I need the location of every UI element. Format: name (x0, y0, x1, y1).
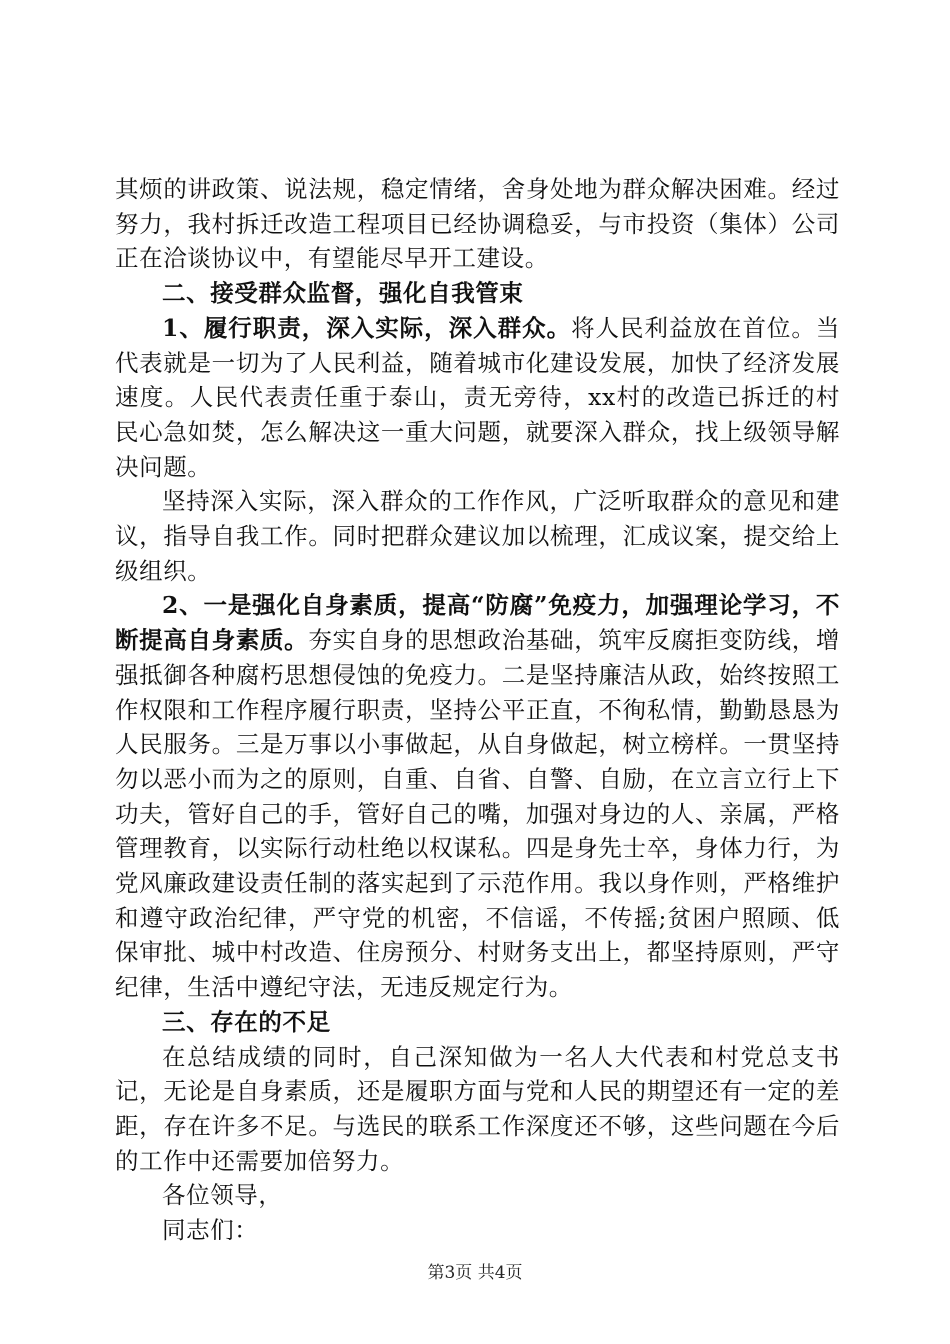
section-heading-3: 三、存在的不足 (162, 1007, 331, 1036)
page-number-footer: 第3页 共4页 (427, 1263, 523, 1283)
paragraph-continuation: 其烦的讲政策、说法规，稳定情绪，舍身处地为群众解决困难。经过努力，我村拆迁改造工程项目已经协调稳妥，与市投资（集体）公司正在洽谈协议中，有望能尽早开工建设。 (115, 175, 840, 273)
paragraph-quality-lead: 2、一是强化自身素质，提高“防腐”免疫力，加强理论学习，不断提高自身素质。 (115, 591, 840, 655)
document-body (115, 172, 840, 1248)
paragraph-work-style: 坚持深入实际，深入群众的工作作风，广泛听取群众的意见和建议，指导自我工作。同时把群众建议加以梳理，汇成议案，提交给上级组织。 (115, 487, 840, 585)
paragraph-quality-body: 夯实自身的思想政治基础，筑牢反腐拒变防线，增强抵御各种腐朽思想侵蚀的免疫力。二是坚持廉洁从政，始终按照工作权限和工作程序履行职责，坚持公平正直，不徇私情，勤勤恳恳为人民服务。三是万事以小事做起，从自身做起，树立榜样。一贯坚持勿以恶小而为之的原则，自重、自省、自警、自励，在立言立行上下功夫，管好自己的手，管好自己的嘴，加强对身边的人、亲属，严格管理教育，以实际行动杜绝以权谋私。四是身先士卒，身体力行，为党风廉政建设责任制的落实起到了示范作用。我以身作则，严格维护和遵守政治纪律，严守党的机密，不信谣，不传摇;贫困户照顾、低保审批、城中村改造、住房预分、村财务支出上，都坚持原则，严守纪律，生活中遵纪守法，无违反规定行为。 (115, 626, 840, 1002)
paragraph-quality (115, 588, 840, 1004)
paragraph-duties-lead: 1、履行职责，深入实际，深入群众。 (162, 313, 572, 342)
section-heading-2: 二、接受群众监督，强化自我管束 (162, 279, 524, 308)
salutation-leaders: 各位领导， (162, 1181, 283, 1210)
paragraph-shortcomings: 在总结成绩的同时，自己深知做为一名人大代表和村党总支书记，无论是自身素质，还是履职方面与党和人民的期望还有一定的差距，存在许多不足。与选民的联系工作深度还不够，这些问题在今后的工作中还需要加倍努力。 (115, 1042, 840, 1175)
salutation-comrades: 同志们： (162, 1216, 259, 1245)
paragraph-duties-body: 将人民利益放在首位。当代表就是一切为了人民利益，随着城市化建设发展，加快了经济发展速度。人民代表责任重于泰山，责无旁待，xx村的改造已拆迁的村民心急如焚，怎么解决这一重大问题，就要深入群众，找上级领导解决问题。 (115, 313, 840, 481)
paragraph-duties (115, 311, 840, 485)
